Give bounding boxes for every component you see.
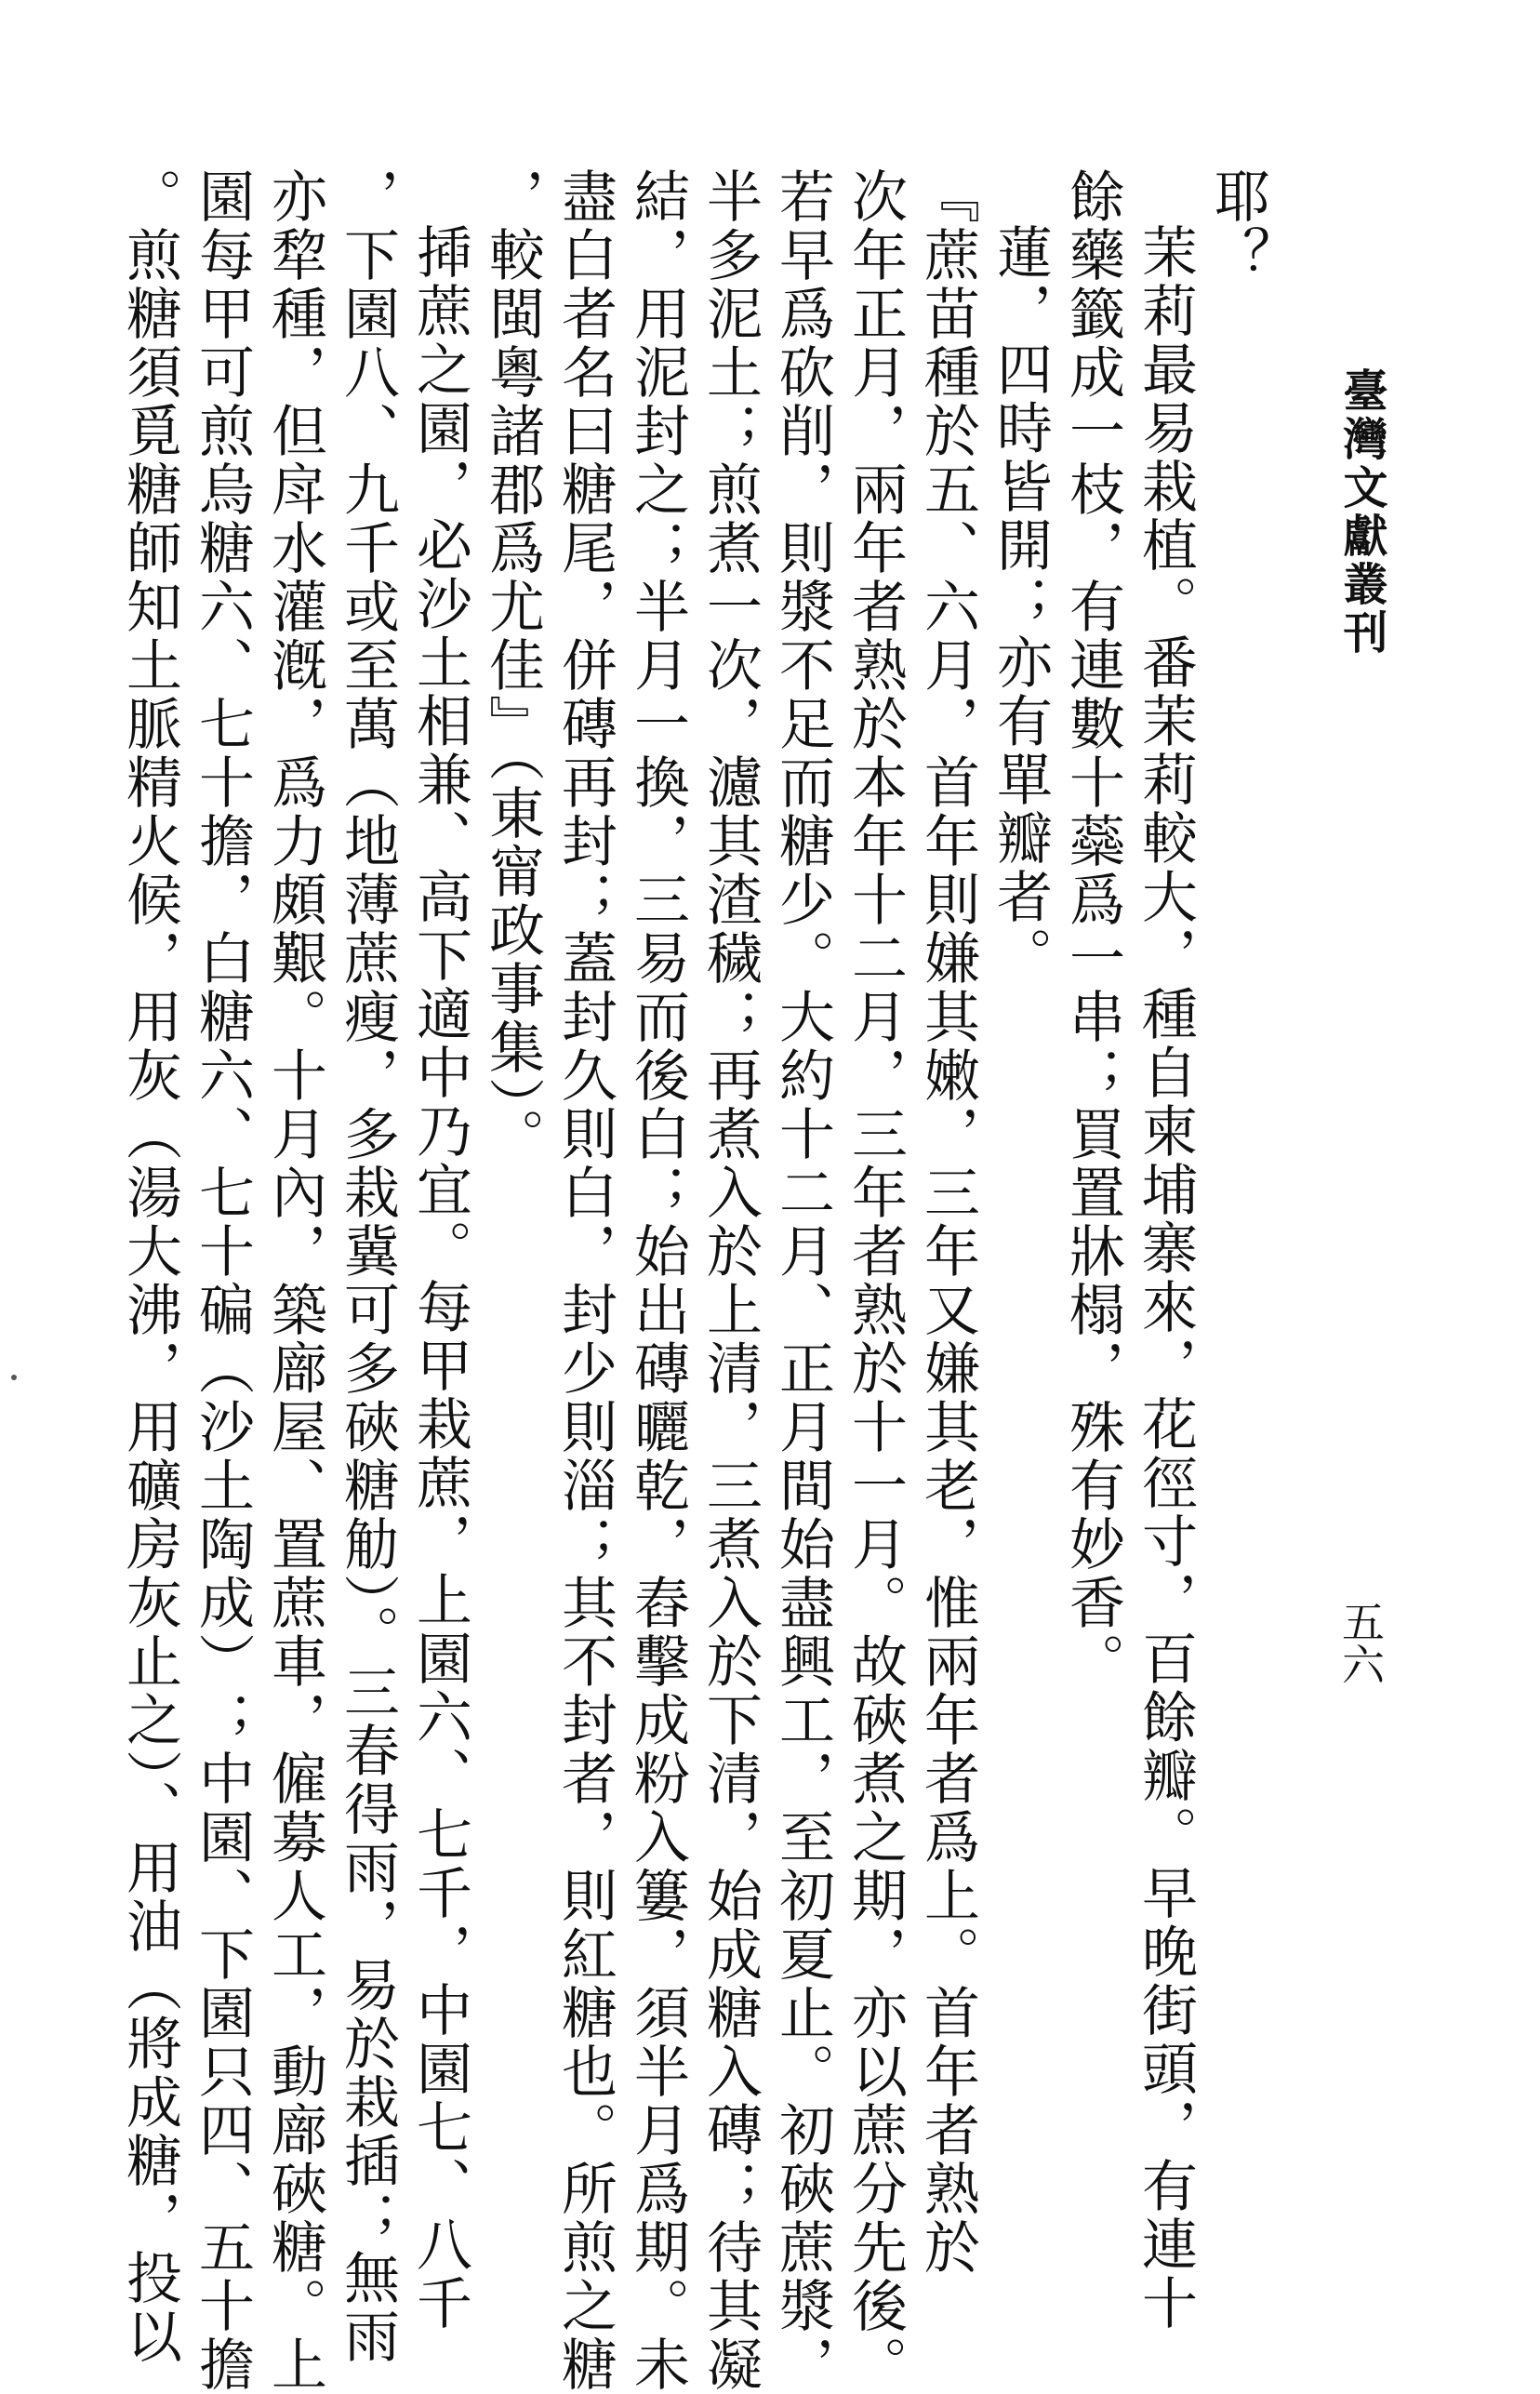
page-number: 五六	[1335, 1600, 1386, 1685]
text-column: ，下園八、九千或至萬（地薄蔗瘦，多栽冀可多硤糖觔）。三春得雨，易於栽插；無雨	[335, 167, 400, 2366]
text-column: 蓮，四時皆開；亦有單瓣者。	[988, 223, 1053, 985]
series-title: 臺灣文獻叢刊	[1335, 367, 1387, 658]
text-column: 次年正月，兩年者熟於本年十二月，三年者熟於十一月。故硤煮之期，亦以蔗分先後。	[843, 167, 908, 2394]
text-column: 揷蔗之園，必沙土相兼、高下適中乃宜。每甲栽蔗，上園六、七千，中園七、八千	[407, 223, 472, 2333]
text-column: 亦犂種，但戽水灌漑，爲力頗艱。十月內，築廍屋、置蔗車，僱募人工，動廍硤糖。上	[262, 167, 327, 2394]
text-column: 茉莉最易栽植。番茉莉較大，種自柬埔寨來，花徑寸，百餘瓣。早晚街頭，有連十	[1133, 223, 1198, 2333]
text-column: 盡白者名曰糖尾，併磚再封；蓋封久則白，封少則淄；其不封者，則紅糖也。所煎之糖	[552, 167, 617, 2394]
text-column: 『蔗苗種於五、六月，首年則嫌其嫩，三年又嫌其老，惟兩年者爲上。首年者熟於	[915, 167, 980, 2277]
text-column: 耶？	[1205, 167, 1270, 285]
scan-speck	[11, 1375, 17, 1380]
body-text	[117, 167, 1274, 2394]
text-column: 。煎糖須覓糖師知土脈精火候，用灰（湯大沸，用礦房灰止之）、用油（將成糖，投以	[117, 167, 182, 2366]
text-column: 園每甲可煎烏糖六、七十擔，白糖六、七十碥（沙土陶成）；中園、下園只四、五十擔	[190, 167, 255, 2394]
text-column: 餘藥籤成一枝，有連數十蘂爲一串；買置牀榻，殊有妙香。	[1060, 167, 1125, 1691]
text-column: ，較閩粵諸郡爲尤佳』（東甯政事集）。	[480, 167, 545, 1166]
text-column: 若早爲砍削，則漿不足而糖少。大約十二月、正月間始盡興工，至初夏止。初硤蔗漿，	[770, 167, 835, 2394]
text-column: 結，用泥封之；半月一換，三易而後白；始出磚曬乾，舂擊成粉入簍，須半月爲期。未	[625, 167, 690, 2394]
text-column: 半多泥土；煎煮一次，濾其渣穢；再煮入於上清，三煮入於下清，始成糖入磚；待其凝	[697, 167, 763, 2394]
